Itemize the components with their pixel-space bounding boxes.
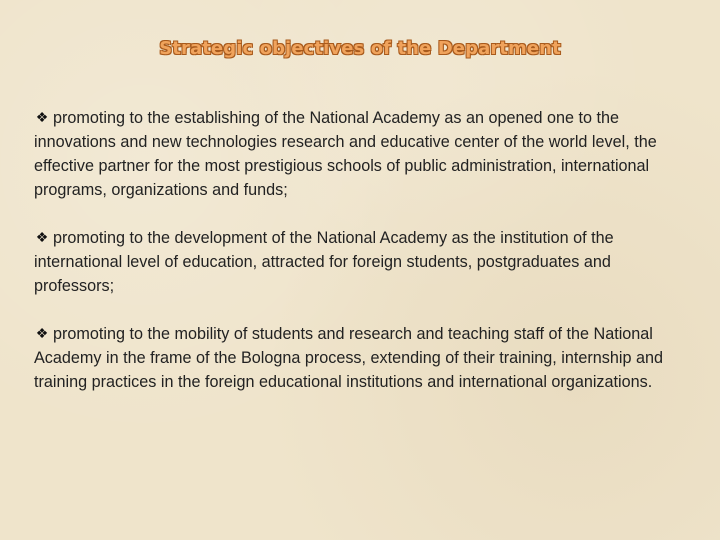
slide-title: Strategic objectives of the Department	[159, 38, 561, 59]
objective-item	[34, 322, 684, 394]
objective-text: promoting to the establishing of the National Academy as an opened one to the innovations and new technologies research and educative center of the world level, the effective partner for the most prestigious schools of public administration, international programs, organizations and funds;	[34, 109, 657, 199]
objective-text: promoting to the development of the National Academy as the institution of the international level of education, attracted for foreign students, postgraduates and professors;	[34, 229, 614, 295]
diamond-bullet-icon: ❖	[35, 109, 49, 125]
objectives-list	[34, 106, 684, 394]
diamond-bullet-icon: ❖	[35, 229, 49, 245]
objective-item	[34, 226, 684, 298]
objective-text: promoting to the mobility of students and research and teaching staff of the National Academy in the frame of the Bologna process, extending of their training, internship and training practices in the foreign educational institutions and international organizations.	[34, 325, 663, 391]
diamond-bullet-icon: ❖	[35, 325, 49, 341]
objective-item	[34, 106, 684, 202]
